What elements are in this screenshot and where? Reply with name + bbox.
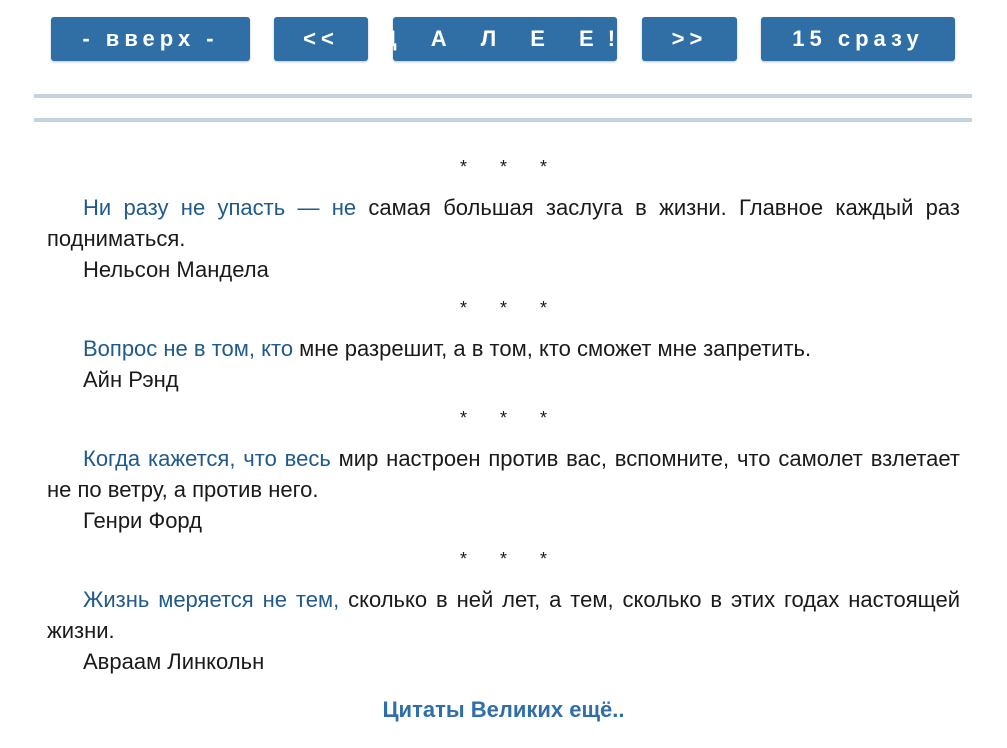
quotes-list: [47, 150, 960, 685]
quote-text: [47, 584, 960, 646]
quote-author: Генри Форд: [83, 508, 202, 533]
divider-top: [34, 94, 972, 98]
quote-highlight: Жизнь меряется не тем,: [83, 587, 340, 612]
quote-highlight: Когда кажется, что весь: [83, 446, 331, 471]
quote-text: [47, 333, 960, 364]
quote-author: Нельсон Мандела: [83, 257, 269, 282]
quote-text: [47, 443, 960, 505]
quote-item: [47, 192, 960, 285]
divider-bottom: [34, 118, 972, 122]
quote-author: Авраам Линкольн: [83, 649, 265, 674]
quote-rest: самая большая заслуга в жизни. Главное каждый раз подниматься.: [47, 195, 960, 251]
quote-highlight: Ни разу не упасть — не: [83, 195, 357, 220]
navigation-bar: [0, 17, 1007, 61]
more-quotes-link[interactable]: Цитаты Великих ещё..: [382, 697, 625, 722]
previous-page-button[interactable]: <<: [274, 17, 368, 61]
quote-author: Айн Рэнд: [83, 367, 179, 392]
separator: * * *: [459, 408, 562, 428]
scroll-up-button[interactable]: - вверх -: [51, 17, 250, 61]
quote-item: [47, 584, 960, 677]
forward-page-button[interactable]: >>: [642, 17, 737, 61]
quote-rest: сколько в ней лет, а тем, сколько в этих годах настоящей жизни.: [47, 587, 960, 643]
quote-item: [47, 333, 960, 395]
separator: * * *: [459, 298, 562, 318]
quote-rest: мне разрешит, а в том, кто сможет мне запретить.: [293, 336, 812, 361]
separator: * * *: [459, 549, 562, 569]
quote-highlight: Вопрос не в том, кто: [83, 336, 294, 361]
quote-text: [47, 192, 960, 254]
quote-rest: мир настроен против вас, вспомните, что самолет взлетает не по ветру, а против него.: [47, 446, 960, 502]
quote-item: [47, 443, 960, 536]
next-button[interactable]: Д А Л Е Е!: [393, 17, 617, 61]
separator: * * *: [459, 157, 562, 177]
show-15-button[interactable]: 15 сразу: [761, 17, 955, 61]
